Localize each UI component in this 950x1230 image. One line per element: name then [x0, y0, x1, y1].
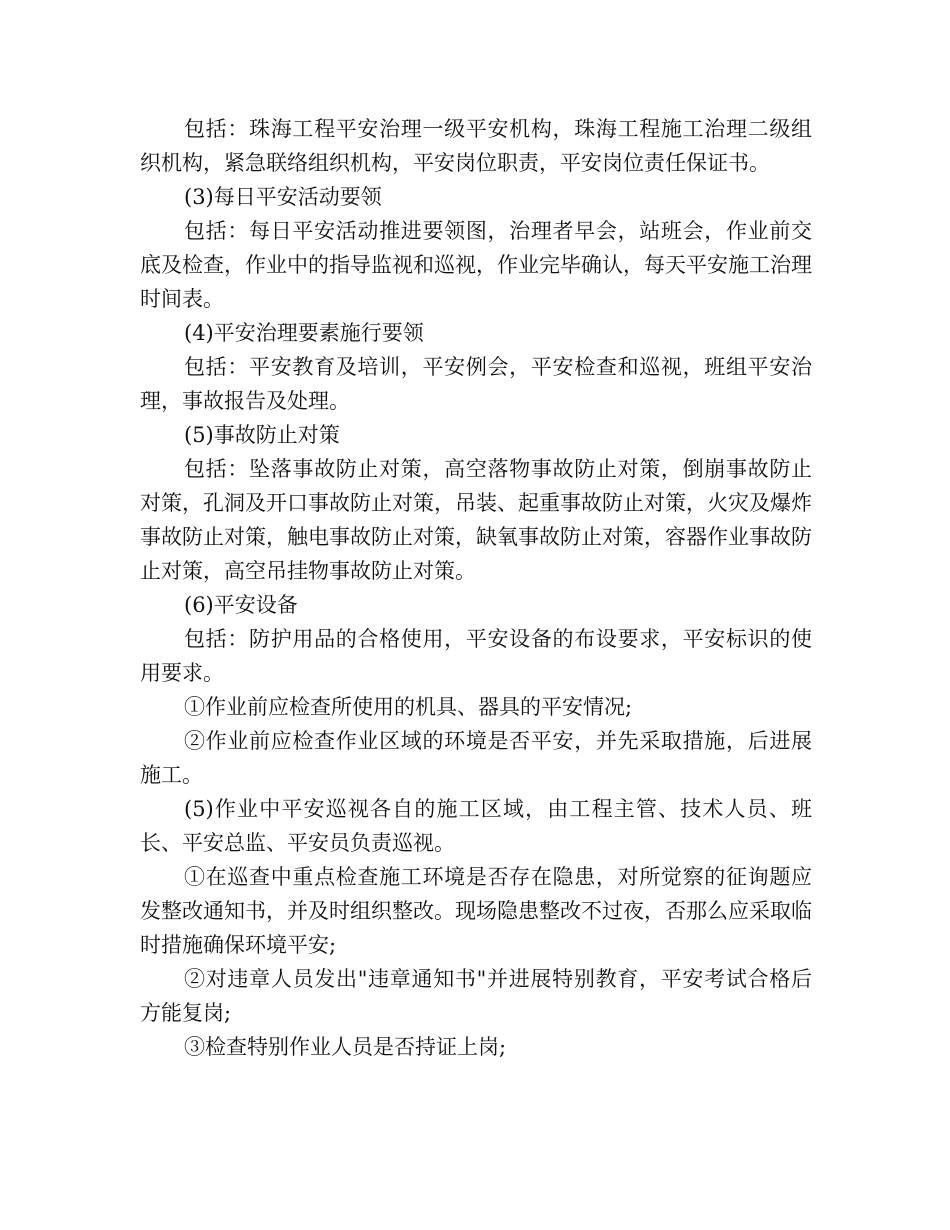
- paragraph-daily-safety-scope: 包括：每日平安活动推进要领图，治理者早会，站班会，作业前交底及检查，作业中的指导监视和巡视，作业完毕确认，每天平安施工治理时间表。: [140, 219, 812, 311]
- heading-patrol-during-work: (5)作业中平安巡视各自的施工区域，由工程主管、技术人员、班长、平安总监、平安员负责巡视。: [140, 797, 812, 855]
- list-item-check-work-area: ②作业前应检查作业区域的环境是否平安，并先采取措施，后进展施工。: [140, 729, 812, 787]
- heading-daily-safety-activities: (3)每日平安活动要领: [184, 185, 382, 209]
- paragraph-management-elements-scope: 包括：平安教育及培训，平安例会，平安检查和巡视，班组平安治理，事故报告及处理。: [140, 355, 812, 413]
- document-body: [140, 112, 812, 1064]
- paragraph-org-scope: 包括：珠海工程平安治理一级平安机构，珠海工程施工治理二级组织机构，紧急联络组织机构，平安岗位职责，平安岗位责任保证书。: [140, 117, 812, 175]
- paragraph-safety-equipment-scope: 包括：防护用品的合格使用，平安设备的布设要求，平安标识的使用要求。: [140, 627, 812, 685]
- list-item-check-certificates: ③检查特别作业人员是否持证上岗;: [184, 1035, 507, 1059]
- list-item-inspect-hazards: ①在巡查中重点检查施工环境是否存在隐患，对所觉察的征询题应发整改通知书，并及时组织整改。现场隐患整改不过夜，否那么应采取临时措施确保环境平安;: [140, 865, 812, 957]
- heading-safety-equipment: (6)平安设备: [184, 593, 298, 617]
- paragraph-accident-prevention-scope: 包括：坠落事故防止对策，高空落物事故防止对策，倒崩事故防止对策，孔洞及开口事故防止对策，吊装、起重事故防止对策，火灾及爆炸事故防止对策，触电事故防止对策，缺氧事故防止对策，容器作业事故防止对策，高空吊挂物事故防止对策。: [140, 457, 812, 583]
- list-item-check-tools: ①作业前应检查所使用的机具、器具的平安情况;: [184, 695, 633, 719]
- list-item-violation-notice: ②对违章人员发出"违章通知书"并进展特别教育，平安考试合格后方能复岗;: [140, 967, 812, 1025]
- heading-accident-prevention: (5)事故防止对策: [184, 423, 340, 447]
- heading-safety-management-elements: (4)平安治理要素施行要领: [184, 321, 424, 345]
